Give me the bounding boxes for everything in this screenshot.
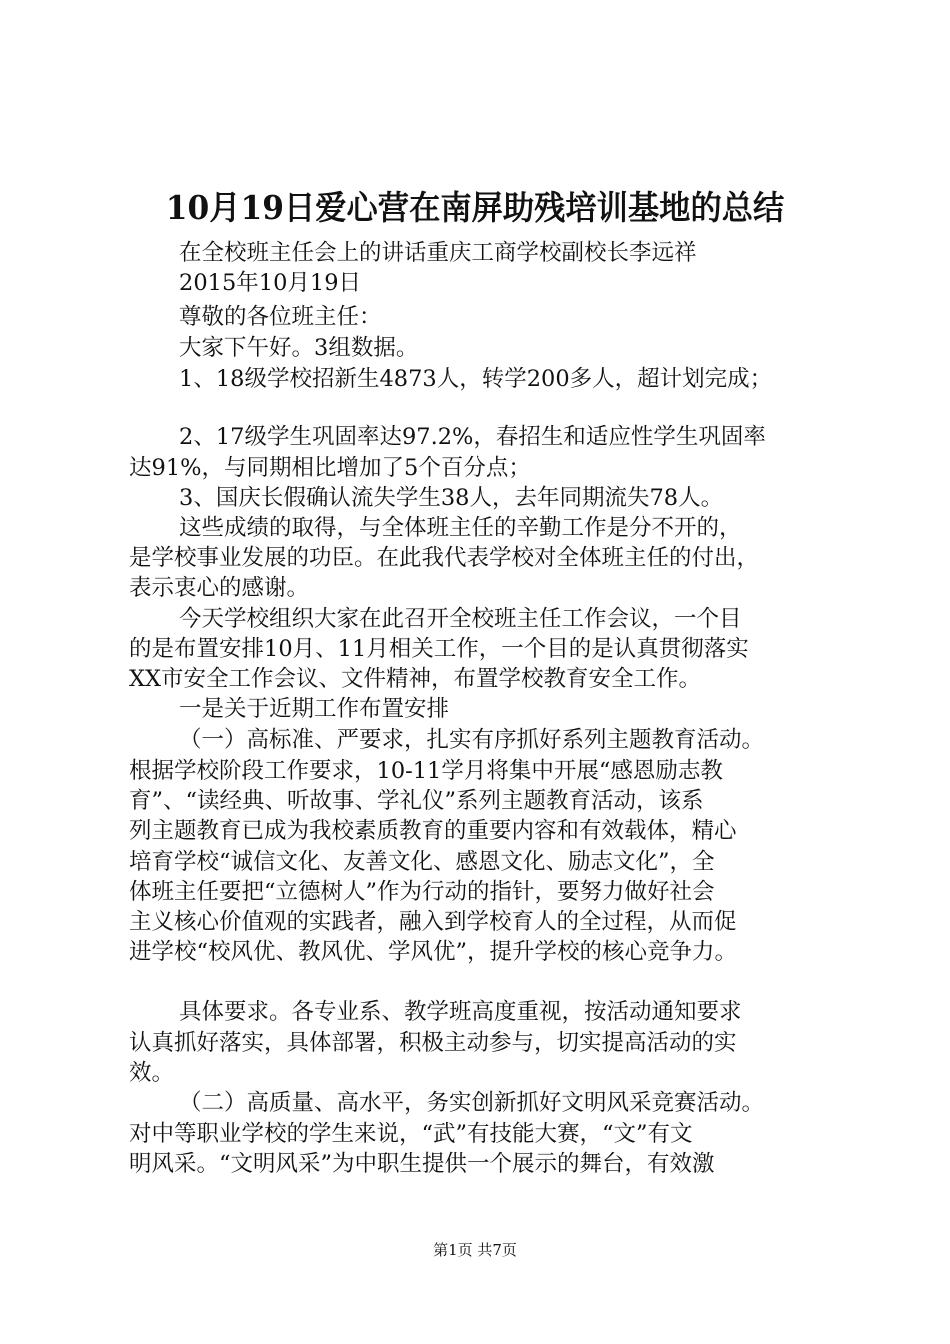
text-line: 进学校“校风优、教风优、学风优”，提升学校的核心竞争力。 — [129, 939, 738, 965]
text-line: 3、国庆长假确认流失学生38人，去年同期流失78人。 — [179, 485, 724, 511]
page-footer: 第1页 共7页 — [433, 1241, 517, 1259]
text-line: 在全校班主任会上的讲话重庆工商学校副校长李远祥 — [179, 240, 697, 266]
text-line: 这些成绩的取得，与全体班主任的辛勤工作是分不开的， — [179, 515, 742, 541]
text-line: 列主题教育已成为我校素质教育的重要内容和有效载体，精心 — [129, 818, 737, 844]
text-line: 今天学校组织大家在此召开全校班主任工作会议，一个目 — [179, 606, 742, 632]
text-line: 1、18级学校招新生4873人，转学200多人，超计划完成； — [179, 366, 773, 392]
text-line: 育”、“读经典、听故事、学礼仪”系列主题教育活动，该系 — [129, 788, 704, 814]
text-line: 主义核心价值观的实践者，融入到学校育人的全过程，从而促 — [129, 909, 737, 935]
text-line: 认真抓好落实，具体部署，积极主动参与，切实提高活动的实 — [129, 1030, 737, 1056]
text-line: 2015年10月19日 — [179, 270, 362, 296]
text-line: 体班主任要把“立德树人”作为行动的指针，要努力做好社会 — [129, 879, 715, 905]
text-line: 的是布置安排10月、11月相关工作，一个目的是认真贯彻落实 — [129, 636, 749, 662]
text-line: 对中等职业学校的学生来说，“武”有技能大赛，“文”有文 — [129, 1121, 693, 1147]
text-line: 尊敬的各位班主任： — [179, 304, 382, 330]
text-line: 2、17级学生巩固率达97.2%，春招生和适应性学生巩固率 — [179, 424, 766, 450]
text-line: 一是关于近期工作布置安排 — [179, 696, 450, 722]
document-title: 10月19日爱心营在南屏助残培训基地的总结 — [165, 188, 785, 227]
text-line: XX市安全工作会议、文件精神，布置学校教育安全工作。 — [129, 666, 702, 692]
text-line: 培育学校“诚信文化、友善文化、感恩文化、励志文化”，全 — [129, 849, 715, 875]
text-line: 达91%，与同期相比增加了5个百分点； — [129, 455, 531, 481]
text-line: 是学校事业发展的功臣。在此我代表学校对全体班主任的付出， — [129, 545, 760, 571]
text-line: 根据学校阶段工作要求，10-11学月将集中开展“感恩励志教 — [129, 758, 723, 784]
text-line: 效。 — [129, 1060, 175, 1086]
text-line: （二）高质量、高水平，务实创新抓好文明风采竞赛活动。 — [179, 1090, 765, 1116]
text-line: （一）高标准、严要求，扎实有序抓好系列主题教育活动。 — [179, 727, 765, 753]
text-line: 具体要求。各专业系、教学班高度重视，按活动通知要求 — [179, 999, 742, 1025]
text-line: 大家下午好。3组数据。 — [179, 335, 419, 361]
text-line: 明风采。“文明风采”为中职生提供一个展示的舞台，有效激 — [129, 1151, 715, 1177]
text-line: 表示衷心的感谢。 — [129, 575, 310, 601]
